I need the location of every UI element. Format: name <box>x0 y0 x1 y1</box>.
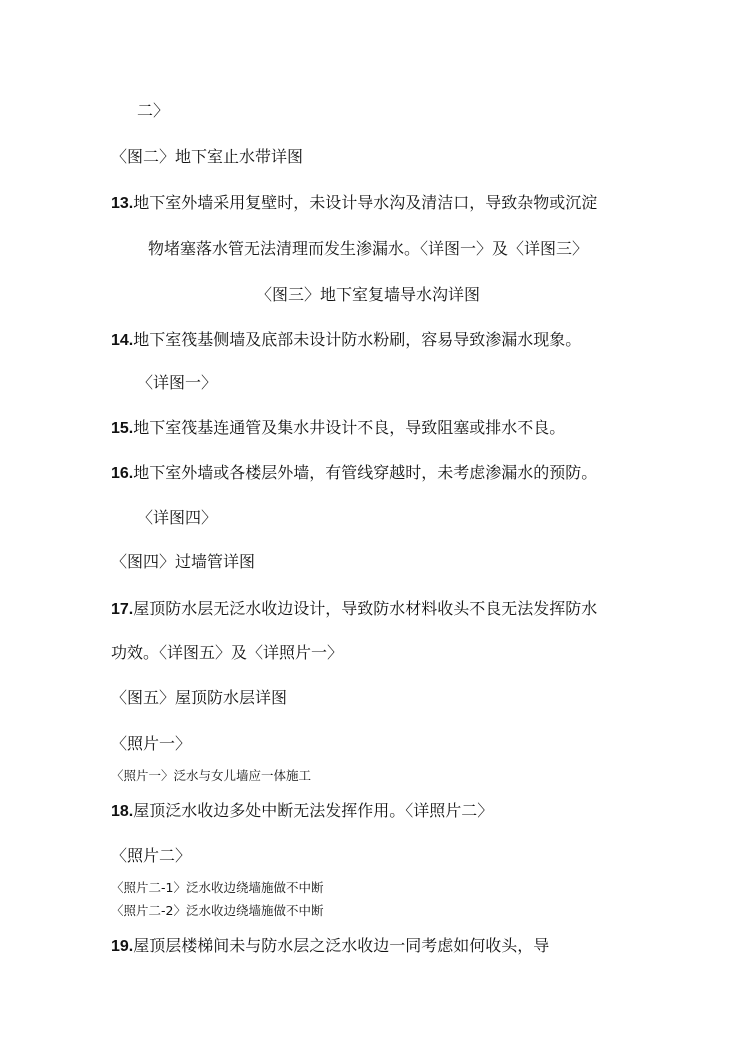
figure-caption-4: 〈图四〉过墙管详图 <box>111 552 256 571</box>
figure-caption-2: 〈图二〉地下室止水带详图 <box>111 147 304 166</box>
detail-ref-1: 〈详图一〉 <box>137 373 218 392</box>
item-17-continued: 功效。〈详图五〉及〈详照片一〉 <box>111 643 344 662</box>
photo-caption-1: 〈照片一〉泛水与女儿墙应一体施工 <box>111 768 312 783</box>
item-17: 17.屋顶防水层无泛水收边设计，导致防水材料收头不良无法发挥防水 <box>111 599 598 618</box>
photo-ref-2: 〈照片二〉 <box>111 846 192 865</box>
line-1: 二〉 <box>137 101 170 120</box>
photo-caption-2-1: 〈照片二-1〉泛水收边绕墙施做不中断 <box>111 880 324 895</box>
item-14: 14.地下室筏基侧墙及底部未设计防水粉刷，容易导致渗漏水现象。 <box>111 330 582 349</box>
item-13: 13.地下室外墙采用复壁时，未设计导水沟及清洁口，导致杂物或沉淀 <box>111 193 598 212</box>
photo-caption-2-2: 〈照片二-2〉泛水收边绕墙施做不中断 <box>111 903 324 918</box>
figure-caption-5: 〈图五〉屋顶防水层详图 <box>111 688 288 707</box>
item-18: 18.屋顶泛水收边多处中断无法发挥作用。〈详照片二〉 <box>111 801 494 820</box>
figure-caption-3: 〈图三〉地下室复墙导水沟详图 <box>256 285 481 304</box>
detail-ref-4: 〈详图四〉 <box>137 508 218 527</box>
item-13-continued: 物堵塞落水管无法清理而发生渗漏水。〈详图一〉及〈详图三〉 <box>148 239 589 258</box>
item-19: 19.屋顶层楼梯间未与防水层之泛水收边一同考虑如何收头，导 <box>111 936 550 955</box>
item-16: 16.地下室外墙或各楼层外墙，有管线穿越时，未考虑渗漏水的预防。 <box>111 463 598 482</box>
item-15: 15.地下室筏基连通管及集水井设计不良，导致阻塞或排水不良。 <box>111 418 566 437</box>
photo-ref-1: 〈照片一〉 <box>111 734 192 753</box>
